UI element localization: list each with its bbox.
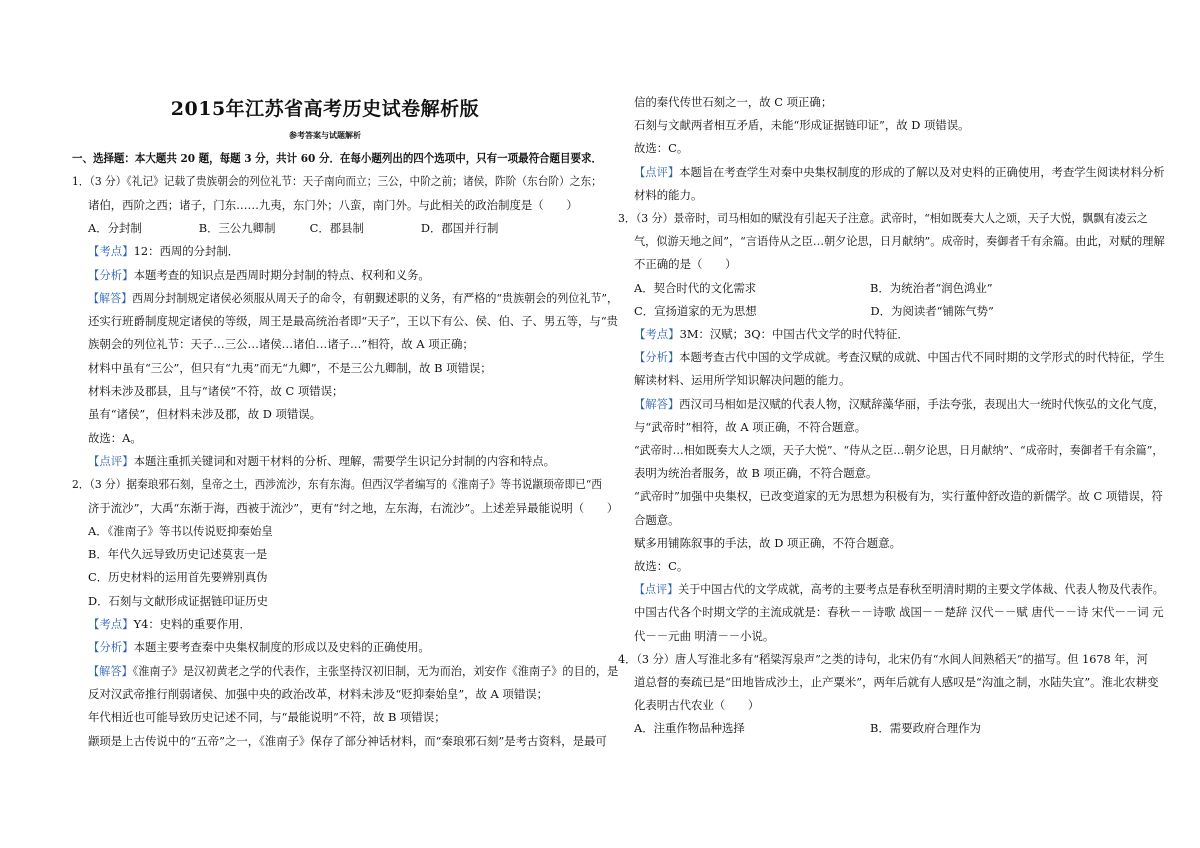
- line-text: 故选：C。: [634, 141, 689, 156]
- text-line: [634, 559, 688, 573]
- section-tag: 【考点】: [634, 327, 680, 341]
- line-text: 反对汉武帝推行削弱诸侯、加强中央的政治改革，材料未涉及“贬抑秦始皇”，故 A 项错误；: [88, 686, 548, 701]
- line-text: A．《淮南子》等书以传说贬抑秦始皇: [88, 523, 273, 538]
- section-tag: 【点评】: [634, 164, 680, 179]
- line-text: 年代相近也可能导致历史记述不同，与“最能说明”不符，故 B 项错误；: [88, 710, 446, 725]
- doc-subtitle: 参考答案与试题解析: [289, 130, 361, 140]
- line-text: 中国古代各个时期文学的主流成就是：春秋－－诗歌 战国－－楚辞 汉代－－赋 唐代－－诗 宋代－－词 元: [634, 605, 1164, 620]
- section-tag: 【解答】: [88, 290, 133, 305]
- line-text: 合题意。: [634, 512, 680, 527]
- line-text: “武帝时…相如既奏大人之颂，天子大悦”、“侍从之臣…朝夕论思，日月献纳”、“成帝时，奏御者千有余篇”，: [634, 443, 1164, 457]
- line-text: 故选：C。: [634, 559, 689, 573]
- text-line: [88, 291, 618, 305]
- section-tag: 【解答】: [634, 396, 680, 411]
- section-tag: 【点评】: [634, 582, 679, 597]
- text-line: [634, 698, 759, 712]
- text-line: [634, 373, 850, 387]
- line-text: 解读材料、运用所学知识解决问题的能力。: [634, 373, 851, 388]
- line-text: D．石刻与文献形成证据链印证历史: [88, 593, 268, 608]
- text-line: [634, 165, 1165, 179]
- line-text: 赋多用铺陈叙事的手法，故 D 项正确，不符合题意。: [634, 535, 901, 550]
- text-line: [618, 211, 1148, 225]
- text-line: [634, 118, 970, 132]
- text-line: [88, 314, 618, 328]
- section-tag: 【考点】: [88, 617, 134, 631]
- text-line: [72, 174, 602, 188]
- text-line: [88, 547, 267, 561]
- text-line: [634, 443, 1163, 457]
- line-text: C．历史材料的运用首先要辨别真伪: [88, 570, 268, 585]
- text-line: [634, 95, 832, 109]
- line-text: 济于流沙”，大禹“东渐于海，西被于流沙”，更有“纣之地，左东海，右流沙”。上述差异最能说明（ ）: [88, 500, 619, 515]
- text-line: [88, 501, 618, 515]
- line-text: 本题考查古代中国的文学成就。考查汉赋的成就、中国古代不同时期的文学形式的时代特征，学生: [679, 350, 1165, 365]
- text-line: [634, 327, 909, 341]
- line-text: 1．（3 分）《礼记》记载了贵族朝会的列位礼节：天子南向而立；三公，中阶之前；诸侯，阼阶（东台阶）之东；: [72, 174, 602, 189]
- line-text: 材料中虽有“三公”，但只有“九夷”而无“九卿”，不是三公九卿制，故 B 项错误；: [88, 360, 492, 375]
- line-text: 本题主要考查秦中央集权制度的形成以及史料的正确使用。: [133, 640, 430, 655]
- text-line: [88, 431, 142, 445]
- text-line: [634, 141, 688, 155]
- text-line: [88, 361, 492, 375]
- text-line: [634, 257, 737, 271]
- text-line: [88, 337, 474, 351]
- line-text: B．年代久远导致历史记述莫衷一是: [88, 547, 268, 562]
- line-text: 本题旨在考查学生对秦中央集权制度的形成的了解以及对史料的正确使用，考查学生阅读材料分析: [679, 164, 1165, 179]
- section-tag: 【分析】: [88, 267, 134, 282]
- text-line: [88, 268, 430, 282]
- text-line: [634, 675, 1158, 689]
- text-line: [634, 721, 981, 735]
- text-line: [634, 397, 1165, 411]
- text-line: [634, 188, 702, 202]
- line-text: 本题注重抓关键词和对题干材料的分析、理解，需要学生识记分封制的内容和特点。: [133, 453, 556, 468]
- text-line: [88, 664, 618, 678]
- text-line: [88, 640, 430, 654]
- line-text: 还实行班爵制度规定诸侯的等级，周王是最高统治者即“天子”，王以下有公、侯、伯、子、男五等，与“贵: [88, 314, 619, 329]
- text-line: [72, 151, 602, 165]
- line-text: 代－－元曲 明清－－小说。: [634, 628, 775, 643]
- text-line: [634, 513, 680, 527]
- section-tag: 【点评】: [88, 453, 134, 468]
- section-tag: 【解答】: [88, 663, 133, 678]
- line-text: “武帝时”加强中央集权，已改变道家的无为思想为积极有为，实行董仲舒改造的新儒学。故 C 项错误，符: [634, 489, 1163, 504]
- text-line: [88, 734, 607, 748]
- text-line: [88, 570, 268, 584]
- line-text: 3M：汉赋；3Q：中国古代文学的时代特征．: [679, 327, 909, 341]
- line-text: Y4：史料的重要作用．: [133, 617, 251, 631]
- text-line: [634, 582, 1164, 596]
- line-text: 关于中国古代的文学成就，高考的主要考点是春秋至明清时期的主要文学体裁、代表人物及代表作。: [678, 582, 1164, 597]
- line-text: A．注重作物品种选择 B．需要政府合理作为: [634, 721, 981, 736]
- text-line: [88, 617, 251, 631]
- line-text: 族朝会的列位礼节：天子…三公…诸侯…诸伯…诸子…”相符，故 A 项正确；: [88, 337, 474, 352]
- text-line: [88, 594, 268, 608]
- line-text: 《淮南子》是汉初黄老之学的代表作，主张坚持汉初旧制，无为而治，刘安作《淮南子》的目的，是: [132, 663, 619, 678]
- text-line: [634, 420, 866, 434]
- text-line: [88, 198, 578, 212]
- text-line: [88, 407, 321, 421]
- text-line: [88, 710, 446, 724]
- line-text: 故选：A。: [88, 430, 142, 445]
- line-text: 3．（3 分）景帝时，司马相如的赋没有引起天子注意。武帝时，“相如既奏大人之颂，天子大悦，飘飘有凌云之: [618, 211, 1148, 225]
- text-line: [88, 244, 239, 258]
- text-line: [88, 687, 548, 701]
- text-line: [88, 454, 555, 468]
- line-text: 本题考查的知识点是西周时期分封制的特点、权利和义务。: [133, 267, 430, 282]
- line-text: A．分封制 B．三公九卿制 C．郡县制 D．郡国并行制: [88, 220, 499, 235]
- text-line: [72, 477, 602, 491]
- doc-title: 2015年江苏省高考历史试卷解析版: [170, 98, 480, 120]
- line-text: 石刻与文献两者相互矛盾，未能“形成证据链印证”，故 D 项错误。: [634, 118, 970, 133]
- line-text: 西周分封制规定诸侯必须服从周天子的命令，有朝觐述职的义务，有严格的“贵族朝会的列位礼节”，: [132, 290, 619, 305]
- line-text: 一、选择题：本大题共 20 题，每题 3 分，共计 60 分．在每小题列出的四个选项中，只有一项最符合题目要求．: [72, 151, 602, 165]
- line-text: 12：西周的分封制．: [133, 244, 240, 259]
- section-tag: 【考点】: [88, 244, 134, 259]
- line-text: 2．（3 分）据秦琅邪石刻，皇帝之土，西涉流沙，东有东海。但西汉学者编写的《淮南子》等书说颛顼帝即已“西: [72, 477, 602, 492]
- text-line: [634, 489, 1163, 503]
- line-text: 材料未涉及郡县，且与“诸侯”不符，故 C 项错误；: [88, 384, 344, 398]
- line-text: 虽有“诸侯”，但材料未涉及郡，故 D 项错误。: [88, 407, 322, 422]
- text-line: [634, 234, 1165, 248]
- text-line: [88, 221, 498, 235]
- text-line: [88, 524, 273, 538]
- line-text: 道总督的奏疏已是“田地皆成沙土，止产粟米”，两年后就有人感叹是“沟洫之制，水陆失宜”。淮北农耕变: [634, 675, 1159, 689]
- line-text: 西汉司马相如是汉赋的代表人物，汉赋辞藻华丽，手法夸张，表现出大一统时代恢弘的文化气度，: [679, 396, 1165, 411]
- section-tag: 【分析】: [634, 350, 680, 365]
- line-text: 表明为统治者服务，故 B 项正确，不符合题意。: [634, 466, 878, 481]
- text-line: [618, 652, 1148, 666]
- line-text: 化表明古代农业（ ）: [634, 698, 760, 713]
- text-line: [634, 629, 774, 643]
- text-line: [634, 466, 877, 480]
- line-text: 信的秦代传世石刻之一，故 C 项正确；: [634, 95, 833, 109]
- text-line: [634, 350, 1165, 364]
- text-line: [634, 605, 1164, 619]
- line-text: 材料的能力。: [634, 187, 703, 202]
- line-text: A．契合时代的文化需求 B．为统治者“润色鸿业”: [634, 280, 993, 295]
- text-line: [634, 536, 901, 550]
- text-line: [634, 281, 993, 295]
- line-text: 4．（3 分）唐人写淮北多有“稻粱泻泉声”之类的诗句，北宋仍有“水闾人间熟稻天”的描写。但 1678 年，河: [618, 651, 1148, 666]
- line-text: 气，似游天地之间”，“言语侍从之臣…朝夕论思，日月献纳”。成帝时，奏御者千有余篇。由此，对赋的理解: [634, 234, 1165, 249]
- line-text: 不正确的是（ ）: [634, 257, 737, 272]
- line-text: 与“武帝时”相符，故 A 项正确，不符合题意。: [634, 419, 867, 434]
- text-line: [88, 384, 343, 398]
- line-text: 诸伯，西阶之西；诸子，门东……九夷，东门外；八蛮，南门外。与此相关的政治制度是（ ）: [88, 197, 578, 212]
- text-line: [634, 304, 994, 318]
- line-text: C．宣扬道家的无为思想 D．为阅读者“铺陈气势”: [634, 303, 994, 318]
- section-tag: 【分析】: [88, 640, 134, 655]
- line-text: 颛顼是上古传说中的“五帝”之一，《淮南子》保存了部分神话材料，而“秦琅邪石刻”是考古资料，是最可: [88, 733, 607, 748]
